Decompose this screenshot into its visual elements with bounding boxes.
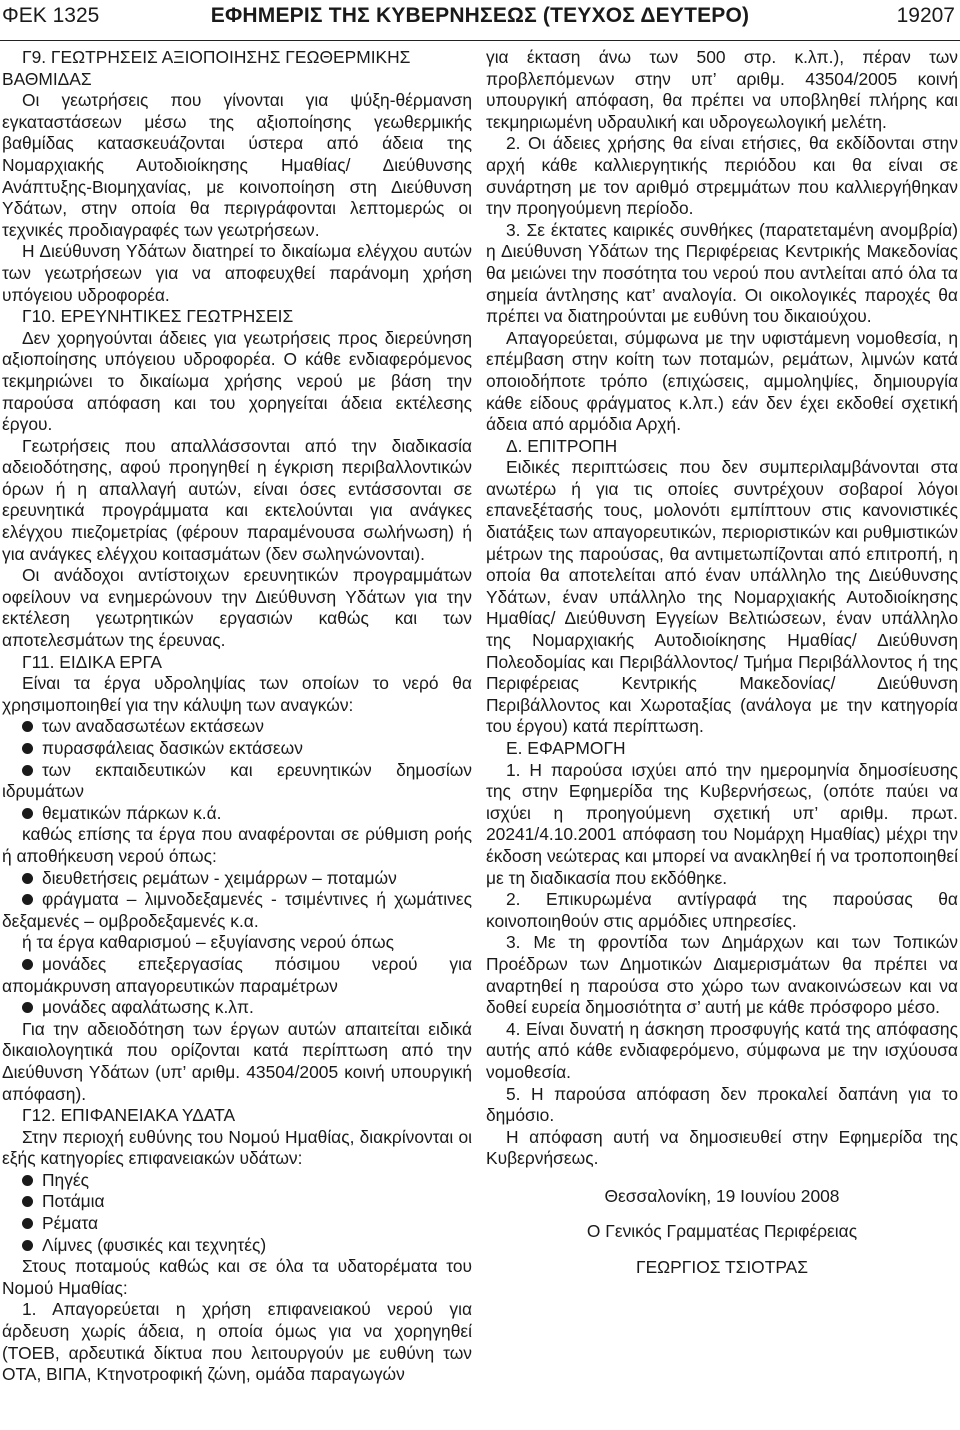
paragraph: 1. Η παρούσα ισχύει από την ημερομηνία δημοσίευσης της στην Εφημερίδα της Κυβερνήσεως, (οπότε παύει να ισχύει η προηγούμενη σχετική υπ’ αριθμ. πρωτ. 20241/4.10.2001 απόφαση του Νομάρχη Ημαθίας) μέχρι την έκδοση νεώτερας και μπορεί να ανακληθεί ή να τροποποιηθεί με τη διαδικασία που εκδόθηκε. xyxy=(486,759,958,888)
bullet-icon xyxy=(22,1218,33,1229)
bullet-icon xyxy=(22,873,33,884)
bullet-text: Ρέματα xyxy=(42,1213,99,1234)
bullet-item xyxy=(2,760,472,803)
paragraph: για έκταση άνω των 500 στρ. κ.λπ.), πέραν των προβλεπόμενων στην υπ’ αριθμ. 43504/2005 κοινή υπουργική απόφαση, θα πρέπει να υποβληθεί πλήρης και τεκμηριωμένη υδραυλική και υδρογεωλογική μελέτη. xyxy=(486,47,958,132)
bullet-item xyxy=(2,889,472,932)
paragraph: 2. Οι άδειες χρήσης θα είναι ετήσιες, θα εκδίδονται στην αρχή κάθε καλλιεργητικής περιόδου και θα είναι σε συνάρτηση με τον αριθμό στρεμμάτων που καλλιεργήθηκαν την προηγούμενη περίοδο. xyxy=(486,133,958,219)
signature-place-date: Θεσσαλονίκη, 19 Ιουνίου 2008 xyxy=(604,1185,840,1206)
bullet-item xyxy=(2,954,472,997)
paragraph: Ειδικές περιπτώσεις που δεν συμπεριλαμβάνονται στα ανωτέρω ή για τις οποίες συντρέχουν σοβαροί λόγοι επανεξέτασής τους, μολονότι εμπίπτουν στις κανονιστικές διατάξεις των απαγορευτικών, περιοριστικών και ρυθμιστικών μέτρων της παρούσας, θα αντιμετωπίζονται από επιτροπή, η οποία θα αποτελείται από έναν υπάλληλο της Διεύθυνσης Υδάτων, έναν υπάλληλο της Νομαρχιακής Αυτοδιοίκησης Ημαθίας/ Διεύθυνση Εγγείων Βελτιώσεων, έναν υπάλληλο της Νομαρχιακής Αυτοδιοίκησης Ημαθίας/ Διεύθυνση Πολεοδομίας και Περιβάλλοντος/ Τμήμα Περιβάλλοντος ή της Περιφέρειας Κεντρικής Μακεδονίας/ Διεύθυνση Περιβάλλοντος και Χωροταξίας (ανάλογα με την κατηγορία του έργου) κατά περίπτωση. xyxy=(486,457,958,737)
right-column xyxy=(486,47,958,1279)
section-heading: Γ10. ΕΡΕΥΝΗΤΙΚΕΣ ΓΕΩΤΡΗΣΕΙΣ xyxy=(22,306,294,327)
bullet-icon xyxy=(22,1002,33,1013)
section-heading: Γ12. ΕΠΙΦΑΝΕΙΑΚΑ ΥΔΑΤΑ xyxy=(22,1105,236,1126)
paragraph: Στους ποταμούς καθώς και σε όλα τα υδατορέματα του Νομού Ημαθίας: xyxy=(2,1256,472,1298)
bullet-text: Πηγές xyxy=(42,1169,90,1190)
paragraph: 3. Με τη φροντίδα των Δημάρχων και των Τοπικών Προέδρων των Δημοτικών Διαμερισμάτων θα πρέπει να αναρτηθεί η παρούσα στο χώρο των ανακοινώσεων και να δοθεί ευρεία δημοσιότητα σ’ αυτή με κάθε πρόσφορο μέσο. xyxy=(486,932,958,1018)
paragraph: Στην περιοχή ευθύνης του Νομού Ημαθίας, διακρίνονται οι εξής κατηγορίες επιφανειακών υδάτων: xyxy=(2,1126,472,1169)
section-heading: Δ. ΕΠΙΤΡΟΠΗ xyxy=(506,435,618,456)
bullet-item xyxy=(2,1235,472,1257)
bullet-text: Ποτάμια xyxy=(42,1191,105,1212)
paragraph: Απαγορεύεται, σύμφωνα με την υφιστάμενη νομοθεσία, η επέμβαση στην κοίτη των ποταμών, ρεμάτων, λιμνών κατά οποιοδήποτε τρόπο (επιχώσεις, αμμοληψίες, δημιουργία κάθε είδους φράγματος κ.λπ.) εάν δεν έχει εκδοθεί σχετική άδεια από αρμόδια Αρχή. xyxy=(486,327,958,435)
bullet-icon xyxy=(22,894,33,905)
section-heading: Γ11. ΕΙΔΙΚΑ ΕΡΓΑ xyxy=(22,651,163,672)
bullet-icon xyxy=(22,743,33,754)
bullet-icon xyxy=(22,808,33,819)
paragraph: 2. Επικυρωμένα αντίγραφά της παρούσας θα κοινοποιηθούν στις αρμόδιες υπηρεσίες. xyxy=(486,889,958,931)
page-number: 19207 xyxy=(896,4,955,27)
bullet-item xyxy=(2,997,472,1019)
bullet-icon xyxy=(22,959,33,970)
paragraph: Η απόφαση αυτή να δημοσιευθεί στην Εφημερίδα της Κυβερνήσεως. xyxy=(486,1126,958,1169)
paragraph: Είναι τα έργα υδροληψίας των οποίων το νερό θα χρησιμοποιηθεί για την κάλυψη των αναγκών: xyxy=(2,673,472,715)
bullet-icon xyxy=(22,1196,33,1207)
signature-role: Ο Γενικός Γραμματέας Περιφέρειας xyxy=(586,1221,858,1242)
section-heading: Ε. ΕΦΑΡΜΟΓΗ xyxy=(506,738,626,758)
bullet-text: πυρασφάλειας δασικών εκτάσεων xyxy=(42,738,303,758)
bullet-item xyxy=(2,803,472,825)
bullet-text: Λίμνες (φυσικές και τεχνητές) xyxy=(42,1234,267,1255)
bullet-icon xyxy=(22,721,33,732)
paragraph: 5. Η παρούσα απόφαση δεν προκαλεί δαπάνη για το δημόσιο. xyxy=(486,1083,958,1126)
bullet-item xyxy=(2,1213,472,1235)
paragraph: 3. Σε έκτατες καιρικές συνθήκες (παρατεταμένη ανομβρία) η Διεύθυνση Υδάτων της Περιφέρειας Κεντρικής Μακεδονίας θα μειώνει την ποσότητα του νερού που αντλείται από όλα τα σημεία άντλησης κατ’ αναλογία. Οι οικολογικές παροχές θα πρέπει να διατηρούνται με ευθύνη του δικαιούχου. xyxy=(486,219,958,327)
bullet-text: διευθετήσεις ρεμάτων - χειμάρρων – ποταμών xyxy=(42,867,397,888)
paragraph: Γεωτρήσεις που απαλλάσσονται από την διαδικασία αδειοδότησης, αφού προηγηθεί η έγκριση περιβαλλοντικών όρων ή η απαλλαγή αυτών, είναι όσες εντάσσονται σε ερευνητικά προγράμματα και εκτελούνται για ανάγκες ελέγχου πιεζομετρίας (φέρουν παραμένουσα σωλήνωση) ή για ανάγκες ελέγχου κοιτασμάτων (δεν σωληνώνονται). xyxy=(2,435,472,564)
bullet-text: των εκπαιδευτικών και ερευνητικών δημοσίων ιδρυμάτων xyxy=(2,759,472,802)
gazette-title: ΕΦΗΜΕΡΙΣ ΤΗΣ ΚΥΒΕΡΝΗΣΕΩΣ (ΤΕΥΧΟΣ ΔΕΥΤΕΡΟ) xyxy=(210,4,750,27)
paragraph: ή τα έργα καθαρισμού – εξυγίανσης νερού όπως xyxy=(22,932,394,953)
bullet-text: θεματικών πάρκων κ.ά. xyxy=(42,802,222,823)
bullet-text: των αναδασωτέων εκτάσεων xyxy=(42,716,264,737)
paragraph: 4. Είναι δυνατή η άσκηση προσφυγής κατά της απόφασης αυτής από κάθε ενδιαφερόμενο, σύμφωνα με την ισχύουσα νομοθεσία. xyxy=(486,1018,958,1082)
section-heading: Γ9. ΓΕΩΤΡΗΣΕΙΣ ΑΞΙΟΠΟΙΗΣΗΣ ΓΕΩΘΕΡΜΙΚΗΣ ΒΑΘΜΙΔΑΣ xyxy=(2,47,411,89)
bullet-item xyxy=(2,1191,472,1213)
bullet-text: μονάδες επεξεργασίας πόσιμου νερού για απομάκρυνση απαγορευτικών παραμέτρων xyxy=(2,953,472,996)
bullet-item xyxy=(2,868,472,890)
bullet-item xyxy=(2,738,472,760)
paragraph: Δεν χορηγούνται άδειες για γεωτρήσεις προς διερεύνηση αξιοποίησης υπόγειου υδροφορέα. Ο κάθε ενδιαφερόμενος τεκμηριώνει το δικαίωμα χρήσης νερού με βάση την παρούσα απόφαση και του χορηγείται άδεια εκτέλεσης έργου. xyxy=(2,327,472,435)
paragraph: καθώς επίσης τα έργα που αναφέρονται σε ρύθμιση ροής ή αποθήκευση νερού όπως: xyxy=(2,824,472,866)
bullet-icon xyxy=(22,765,33,776)
paragraph: Οι ανάδοχοι αντίστοιχων ερευνητικών προγραμμάτων οφείλουν να ενημερώνουν την Διεύθυνση Υδάτων για την εκτέλεση γεωτρητικών εργασιών καθώς και των αποτελεσμάτων της έρευνας. xyxy=(2,565,472,651)
paragraph: Για την αδειοδότηση των έργων αυτών απαιτείται ειδικά δικαιολογητικά που ορίζονται κατά περίπτωση από την Διεύθυνση Υδάτων (υπ’ αριθμ. 43504/2005 κοινή υπουργική απόφαση). xyxy=(2,1018,472,1104)
paragraph: Η Διεύθυνση Υδάτων διατηρεί το δικαίωμα ελέγχου αυτών των γεωτρήσεων για να αποφευχθεί παράνομη χρήση υπόγειου υδροφορέα. xyxy=(2,241,472,305)
bullet-text: φράγματα – λιμνοδεξαμενές - τσιμέντινες ή χωμάτινες δεξαμενές – ομβροδεξαμενές κ.α. xyxy=(2,889,472,931)
paragraph: Οι γεωτρήσεις που γίνονται για ψύξη-θέρμανση εγκαταστάσεων μέσω της αξιοποίησης γεωθερμικής βαθμίδας κατασκευάζονται ύστερα από άδεια της Νομαρχιακής Αυτοδιοίκησης Ημαθίας/ Διεύθυνσης Ανάπτυξης-Βιομηχανίας, με κοινοποίηση στη Διεύθυνση Υδάτων, στην οποία θα περιγράφονται λεπτομερώς οι τεχνικές προδιαγραφές των γεωτρήσεων. xyxy=(2,90,472,240)
paragraph: 1. Απαγορεύεται η χρήση επιφανειακού νερού για άρδευση χωρίς άδεια, η οποία όμως για να χορηγηθεί (ΤΟΕΒ, αρδευτικά δίκτυα που λειτουργούν με ευθύνη των ΟΤΑ, ΒΙΠΑ, Κτηνοτροφική ζώνη, ομάδα παραγωγών xyxy=(2,1299,472,1385)
bullet-icon xyxy=(22,1240,33,1251)
bullet-text: μονάδες αφαλάτωσης κ.λπ. xyxy=(42,997,254,1018)
right-column-body xyxy=(486,47,958,1170)
bullet-item xyxy=(2,1170,472,1192)
page-header xyxy=(0,0,960,41)
signature-name: ΓΕΩΡΓΙΟΣ ΤΣΙΟΤΡΑΣ xyxy=(636,1257,808,1278)
bullet-icon xyxy=(22,1175,33,1186)
bullet-item xyxy=(2,716,472,738)
left-column xyxy=(2,47,472,1386)
issue-number: ΦΕΚ 1325 xyxy=(2,4,100,27)
